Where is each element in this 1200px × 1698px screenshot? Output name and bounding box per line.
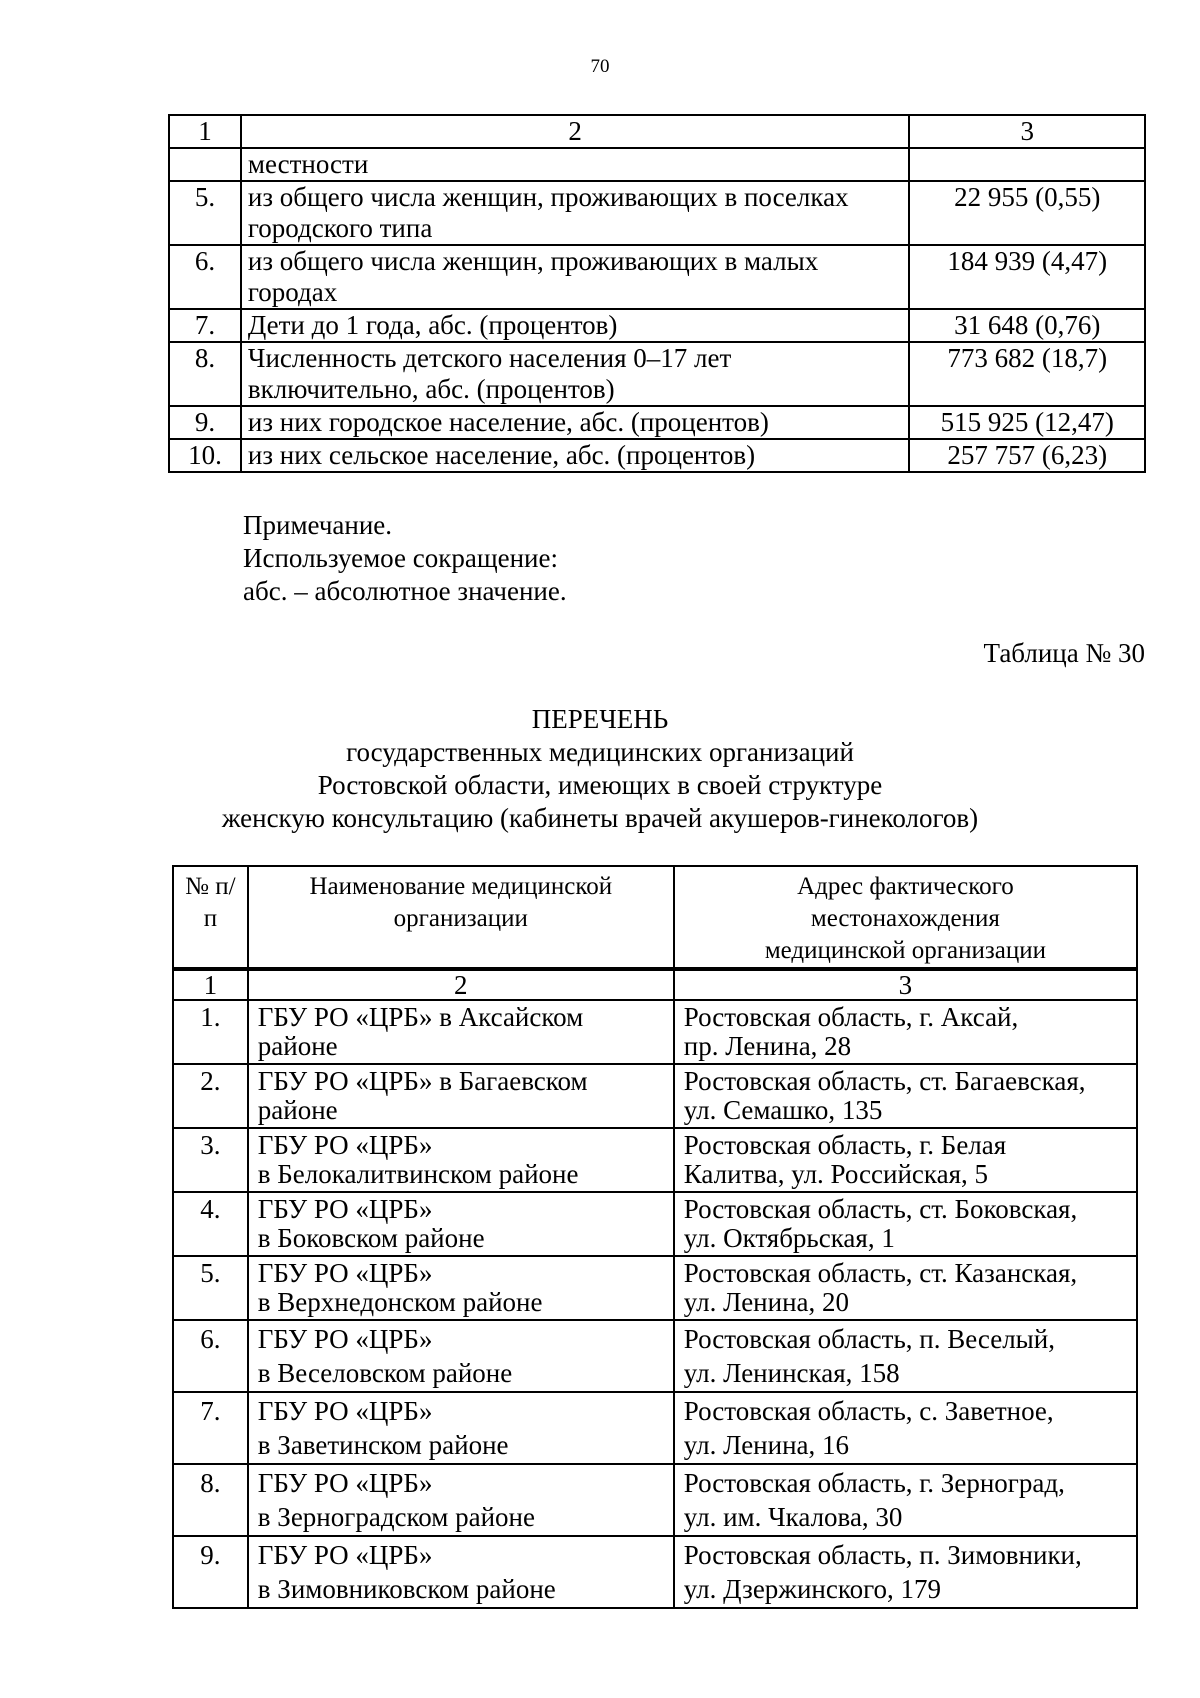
row-number [169,148,241,181]
table-row [173,1128,1137,1192]
address-line: Ростовская область, ст. Багаевская, [683,1066,1086,1096]
org-name-line: в Заветинском районе [257,1430,509,1460]
org-name-line: ГБУ РО «ЦРБ» [257,1194,433,1224]
org-name-line: в Веселовском районе [257,1358,513,1388]
list-title [0,703,1200,835]
org-name-line: ГБУ РО «ЦРБ» [257,1258,433,1288]
row-value: 31 648 (0,76) [909,309,1145,342]
org-name-line: в Боковском районе [257,1223,485,1253]
address-line: ул. Семашко, 135 [683,1095,883,1125]
row-text: из них сельское население, абс. (процентов) [241,439,910,472]
table-row [173,1536,1137,1608]
row-number: 8. [169,342,241,406]
table-row [169,342,1145,406]
address-line: ул. Дзержинского, 179 [683,1574,941,1604]
row-number: 10. [169,439,241,472]
address-line: ул. Октябрьская, 1 [683,1223,895,1253]
org-name [248,1192,674,1256]
org-name [248,1064,674,1128]
org-name-line: ГБУ РО «ЦРБ» [257,1324,433,1354]
table-number-label: Таблица № 30 [983,638,1145,668]
org-name-line: ГБУ РО «ЦРБ» в Багаевском [257,1066,588,1096]
table-header-row [173,866,1137,969]
row-number: 6. [169,245,241,309]
org-address [674,1128,1137,1192]
header-name-cell [248,866,674,969]
table-row [173,1392,1137,1464]
row-value [909,148,1145,181]
address-line: Ростовская область, п. Веселый, [683,1324,1056,1354]
address-line: Ростовская область, ст. Боковская, [683,1194,1078,1224]
row-number: 5. [169,181,241,245]
org-name-line: ГБУ РО «ЦРБ» [257,1468,433,1498]
table-header-row [169,115,1145,148]
header-name: Наименование медицинской организации [309,873,613,932]
org-address [674,1536,1137,1608]
row-number: 6. [173,1320,248,1392]
table-row [169,148,1145,181]
table-row [169,245,1145,309]
note-block [243,509,567,608]
org-name [248,1128,674,1192]
org-name-line: в Зерноградском районе [257,1502,535,1532]
row-text: Численность детского населения 0–17 лет включительно, абс. (процентов) [241,342,910,406]
row-number: 9. [173,1536,248,1608]
org-name-line: в Зимовниковском районе [257,1574,556,1604]
organizations-table [172,865,1138,1609]
header-address: Адрес фактического местонахождения медицинской организации [764,873,1046,964]
row-number: 4. [173,1192,248,1256]
row-number: 2. [173,1064,248,1128]
org-address [674,1464,1137,1536]
note-heading: Примечание. [243,510,393,540]
org-name [248,1464,674,1536]
row-text: из общего числа женщин, проживающих в поселках городского типа [241,181,910,245]
title-line: Ростовской области, имеющих в своей структуре [317,770,883,800]
org-name-line: ГБУ РО «ЦРБ» [257,1130,433,1160]
title-line: государственных медицинских организаций [346,737,854,767]
table-row [173,1256,1137,1320]
table-row [169,439,1145,472]
address-line: ул. Ленина, 16 [683,1430,850,1460]
address-line: Ростовская область, г. Белая [683,1130,1007,1160]
address-line: Ростовская область, п. Зимовники, [683,1540,1082,1570]
org-name-line: районе [257,1031,338,1061]
table-row [169,309,1145,342]
org-name-line: ГБУ РО «ЦРБ» в Аксайском [257,1002,584,1032]
org-name [248,1256,674,1320]
address-line: Ростовская область, с. Заветное, [683,1396,1054,1426]
column-number: 3 [674,969,1137,1000]
org-name-line: в Белокалитвинском районе [257,1159,579,1189]
org-name-line: ГБУ РО «ЦРБ» [257,1540,433,1570]
row-text: из общего числа женщин, проживающих в малых городах [241,245,910,309]
address-line: ул. Ленина, 20 [683,1287,850,1317]
address-line: ул. Ленинская, 158 [683,1358,900,1388]
org-name [248,1392,674,1464]
column-number: 2 [248,969,674,1000]
row-number: 7. [169,309,241,342]
population-table [168,114,1146,473]
org-name-line: в Верхнедонском районе [257,1287,543,1317]
page-number: 70 [590,56,610,77]
note-abbrev-label: Используемое сокращение: [243,543,558,573]
address-line: Калитва, ул. Российская, 5 [683,1159,989,1189]
title-line: женскую консультацию (кабинеты врачей акушеров-гинекологов) [221,803,979,833]
table-row [169,181,1145,245]
row-value: 22 955 (0,55) [909,181,1145,245]
org-name [248,1536,674,1608]
row-text: местности [241,148,910,181]
address-line: Ростовская область, г. Зерноград, [683,1468,1065,1498]
address-line: Ростовская область, г. Аксай, [683,1002,1019,1032]
note-abbrev-definition: абс. – абсолютное значение. [243,576,567,606]
header-cell: 3 [909,115,1145,148]
table-row [173,1192,1137,1256]
row-number: 3. [173,1128,248,1192]
table-row [173,1320,1137,1392]
column-number-row [173,969,1137,1000]
row-text: из них городское население, абс. (процентов) [241,406,910,439]
address-line: ул. им. Чкалова, 30 [683,1502,903,1532]
header-number-cell [173,866,248,969]
address-line: пр. Ленина, 28 [683,1031,852,1061]
row-value: 773 682 (18,7) [909,342,1145,406]
org-name [248,1320,674,1392]
column-number: 1 [173,969,248,1000]
row-value: 184 939 (4,47) [909,245,1145,309]
row-number: 9. [169,406,241,439]
org-name-line: районе [257,1095,338,1125]
table-row [173,1064,1137,1128]
row-number: 5. [173,1256,248,1320]
org-address [674,1256,1137,1320]
address-line: Ростовская область, ст. Казанская, [683,1258,1078,1288]
org-name [248,1000,674,1064]
table-row [173,1464,1137,1536]
row-value: 257 757 (6,23) [909,439,1145,472]
row-number: 7. [173,1392,248,1464]
org-address [674,1064,1137,1128]
table-row [173,1000,1137,1064]
row-number: 1. [173,1000,248,1064]
row-number: 8. [173,1464,248,1536]
row-value: 515 925 (12,47) [909,406,1145,439]
org-address [674,1320,1137,1392]
header-address-cell [674,866,1137,969]
header-number: № п/п [185,873,236,932]
header-cell: 2 [241,115,910,148]
org-address [674,1000,1137,1064]
org-name-line: ГБУ РО «ЦРБ» [257,1396,433,1426]
header-cell: 1 [169,115,241,148]
row-text: Дети до 1 года, абс. (процентов) [241,309,910,342]
title-line: ПЕРЕЧЕНЬ [531,704,669,734]
table-row [169,406,1145,439]
org-address [674,1192,1137,1256]
org-address [674,1392,1137,1464]
